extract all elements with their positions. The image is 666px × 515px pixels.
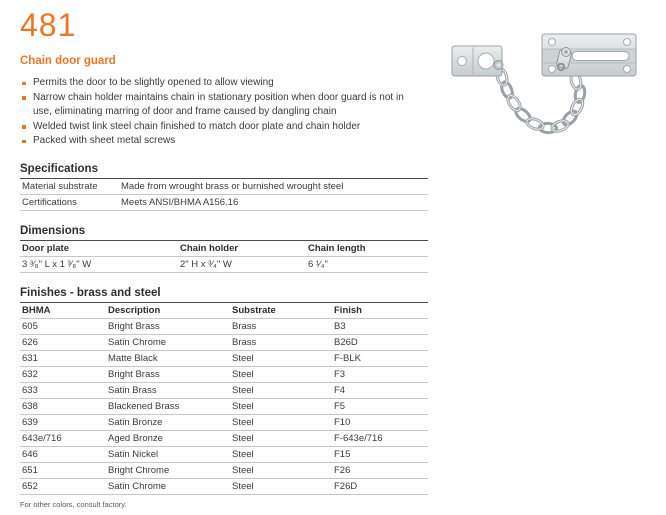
table-row bbox=[20, 194, 428, 210]
table-row bbox=[20, 398, 428, 414]
table-header-row bbox=[20, 241, 428, 257]
table-cell: Steel bbox=[232, 416, 254, 428]
table-row bbox=[20, 414, 428, 430]
table-cell: Steel bbox=[232, 480, 254, 492]
table-cell: 652 bbox=[22, 480, 38, 492]
table-cell: Bright Brass bbox=[108, 320, 160, 332]
table-cell: F26 bbox=[334, 464, 351, 476]
table-cell: Satin Nickel bbox=[108, 448, 159, 460]
table-cell: F4 bbox=[334, 384, 346, 396]
column-header: Substrate bbox=[232, 304, 276, 316]
finishes-section bbox=[20, 287, 428, 495]
specifications-title: Specifications bbox=[20, 163, 428, 179]
table-row bbox=[20, 256, 428, 272]
table-cell: Matte Black bbox=[108, 352, 158, 364]
table-cell: F-643e/716 bbox=[334, 432, 383, 444]
table-row bbox=[20, 318, 428, 334]
finishes-title: Finishes - brass and steel bbox=[20, 287, 428, 303]
table-cell: F3 bbox=[334, 368, 346, 380]
column-header: Description bbox=[108, 304, 161, 316]
page-content bbox=[20, 0, 428, 509]
table-cell: Steel bbox=[232, 384, 254, 396]
feature-item: Permits the door to be slightly opened to allow viewing bbox=[20, 76, 422, 91]
table-row bbox=[20, 179, 428, 195]
table-cell: Steel bbox=[232, 448, 254, 460]
table-row bbox=[20, 350, 428, 366]
specifications-table bbox=[20, 179, 428, 211]
table-cell: 6 ¹⁄₄" bbox=[308, 258, 328, 270]
table-cell: 626 bbox=[22, 336, 38, 348]
chain-links bbox=[495, 68, 586, 134]
dimensions-section bbox=[20, 225, 428, 273]
table-cell: F26D bbox=[334, 480, 358, 492]
table-cell: 605 bbox=[22, 320, 38, 332]
product-name-heading: Chain door guard bbox=[20, 55, 116, 67]
feature-list bbox=[20, 76, 428, 149]
table-row bbox=[20, 366, 428, 382]
dimensions-table bbox=[20, 241, 428, 273]
table-cell: 633 bbox=[22, 384, 38, 396]
table-cell: Steel bbox=[232, 368, 254, 380]
table-cell: Material substrate bbox=[22, 180, 98, 192]
table-cell: Steel bbox=[232, 352, 254, 364]
table-cell: Steel bbox=[232, 432, 254, 444]
table-cell: 631 bbox=[22, 352, 38, 364]
table-cell: Brass bbox=[232, 336, 257, 348]
table-row bbox=[20, 430, 428, 446]
chain-holder-plate bbox=[452, 46, 503, 76]
feature-item: Welded twist link steel chain finished to match door plate and chain holder bbox=[20, 120, 422, 135]
dimensions-title: Dimensions bbox=[20, 225, 428, 241]
table-cell: F-BLK bbox=[334, 352, 361, 364]
table-cell: B26D bbox=[334, 336, 358, 348]
column-header: Chain length bbox=[308, 242, 366, 254]
feature-item: Packed with sheet metal screws bbox=[20, 134, 422, 149]
table-cell: F15 bbox=[334, 448, 351, 460]
table-cell: Meets ANSI/BHMA A156.16 bbox=[121, 196, 239, 208]
table-cell: Satin Brass bbox=[108, 384, 157, 396]
table-cell: F5 bbox=[334, 400, 346, 412]
footnote: For other colors, consult factory. bbox=[20, 499, 127, 509]
door-plate bbox=[542, 34, 636, 76]
table-header-row bbox=[20, 303, 428, 319]
specifications-section bbox=[20, 163, 428, 211]
table-cell: Steel bbox=[232, 400, 254, 412]
table-cell: Brass bbox=[232, 320, 257, 332]
column-header: Chain holder bbox=[180, 242, 239, 254]
chain-door-guard-photo bbox=[446, 20, 646, 148]
table-cell: Steel bbox=[232, 464, 254, 476]
column-header: Finish bbox=[334, 304, 362, 316]
table-cell: Satin Bronze bbox=[108, 416, 163, 428]
table-cell: 646 bbox=[22, 448, 38, 460]
table-cell: Bright Brass bbox=[108, 368, 160, 380]
table-cell: Made from wrought brass or burnished wrought steel bbox=[121, 180, 344, 192]
table-cell: Satin Chrome bbox=[108, 480, 167, 492]
table-cell: Bright Chrome bbox=[108, 464, 170, 476]
product-number: 481 bbox=[20, 7, 77, 43]
table-cell: 643e/716 bbox=[22, 432, 62, 444]
table-row bbox=[20, 462, 428, 478]
table-cell: 632 bbox=[22, 368, 38, 380]
column-header: Door plate bbox=[22, 242, 69, 254]
table-cell: 2" H x ³⁄₄" W bbox=[180, 258, 232, 270]
table-cell: Certifications bbox=[22, 196, 77, 208]
table-cell: 638 bbox=[22, 400, 38, 412]
table-cell: Blackened Brass bbox=[108, 400, 180, 412]
table-cell: 3 ³⁄₈" L x 1 ³⁄₈" W bbox=[22, 258, 92, 270]
table-cell: B3 bbox=[334, 320, 346, 332]
table-row bbox=[20, 334, 428, 350]
column-header: BHMA bbox=[22, 304, 51, 316]
table-row bbox=[20, 382, 428, 398]
table-cell: Satin Chrome bbox=[108, 336, 167, 348]
table-row bbox=[20, 446, 428, 462]
feature-item: Narrow chain holder maintains chain in stationary position when door guard is not in use, eliminating marring of door and frame caused by dangling chain bbox=[20, 91, 422, 120]
table-cell: 651 bbox=[22, 464, 38, 476]
table-row bbox=[20, 478, 428, 494]
table-cell: 639 bbox=[22, 416, 38, 428]
table-cell: F10 bbox=[334, 416, 351, 428]
finishes-table bbox=[20, 303, 428, 495]
table-cell: Aged Bronze bbox=[108, 432, 163, 444]
